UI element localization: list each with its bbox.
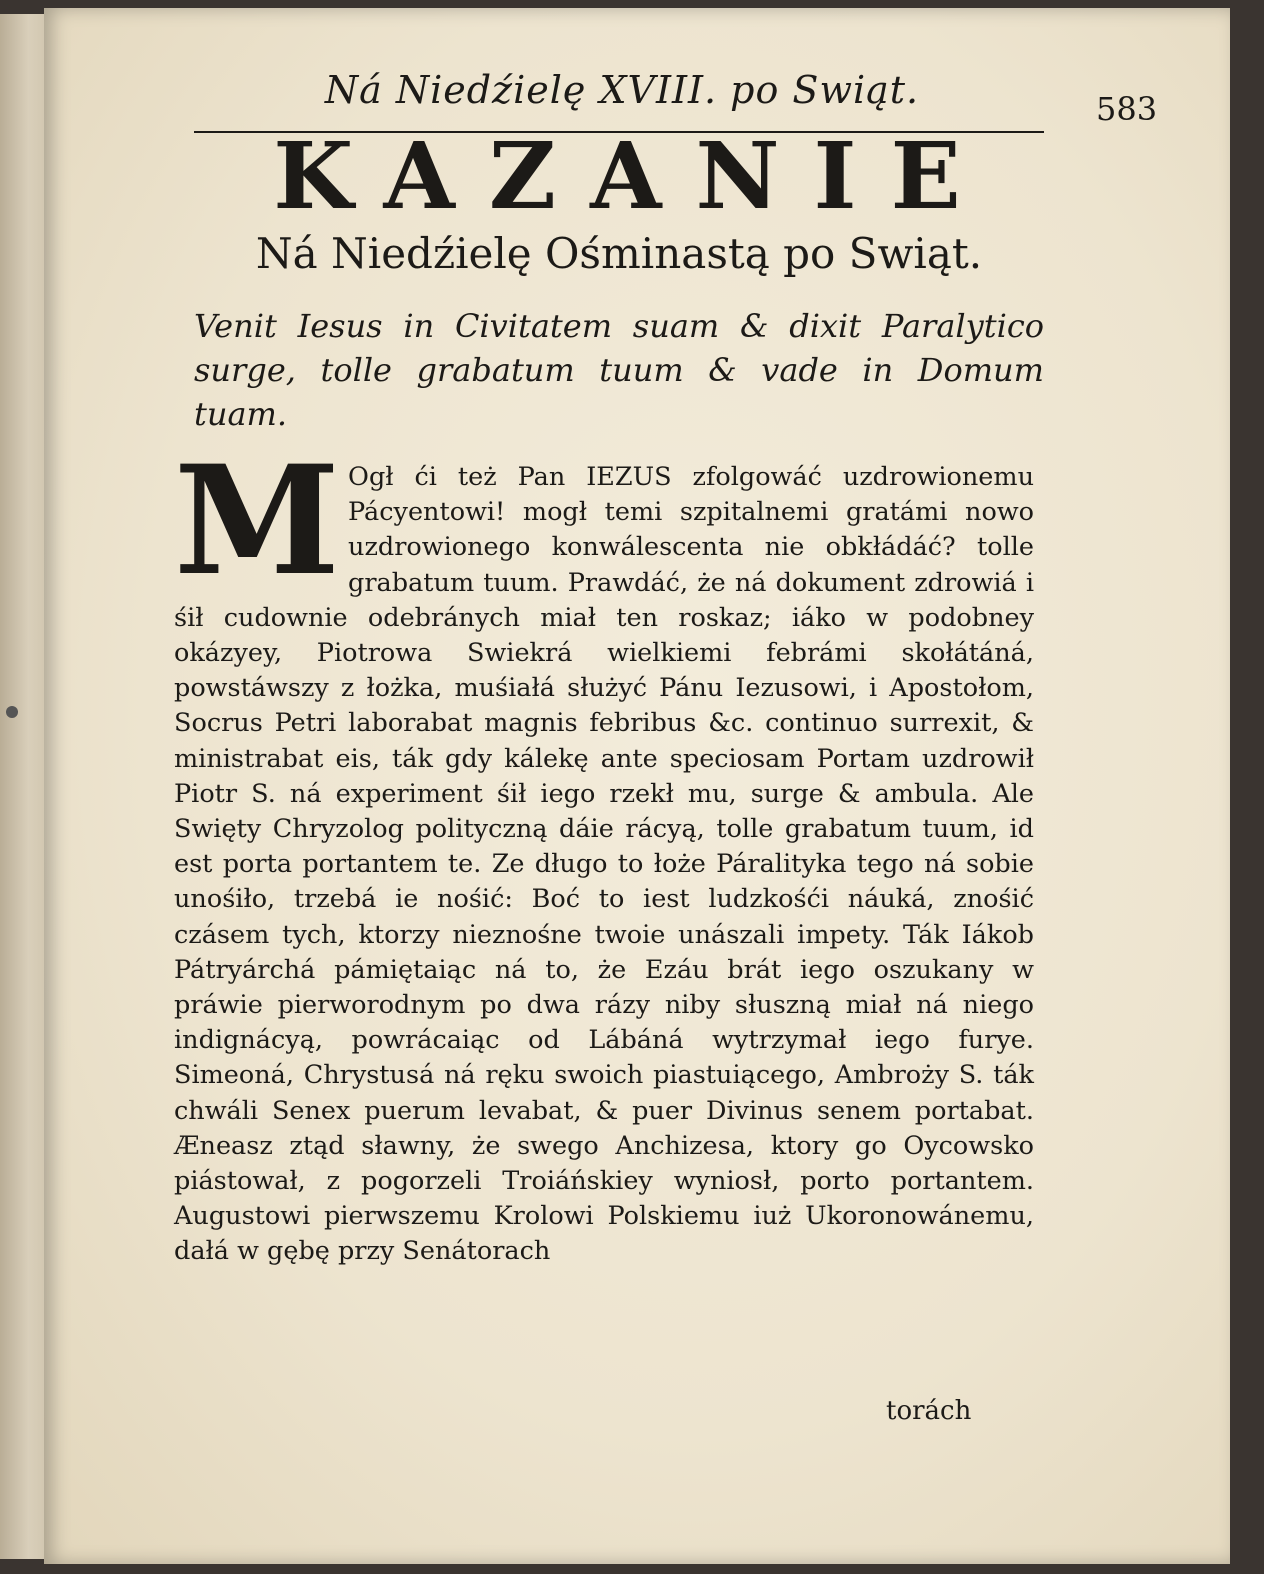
page-number: 583 [1096, 90, 1158, 128]
book-page [44, 8, 1230, 1564]
running-head: Ná Niedźielę XVIII. po Swiąt. [324, 68, 920, 112]
catchword: torách [886, 1396, 972, 1426]
sermon-title: KAZANIE [273, 122, 995, 230]
drop-cap: M [174, 433, 341, 609]
scripture-quote: Venit Iesus in Civitatem suam & dixit Paralytico surge, tolle grabatum tuum & vade in Domum tuam. [194, 307, 1044, 433]
binding-hole [6, 706, 18, 718]
body-text: Ogł ći też Pan IEZUS zfolgowáć uzdrowionemu Pácyentowi! mogł temi szpitalnemi gratámi nowo uzdrowionego konwálescenta nie obkłádáć? tolle grabatum tuum. Prawdáć, że ná dokument zdrowiá i śił cudownie odebránych miał ten roskaz; iáko w podobney okázyey, Piotrowa Swiekrá wielkiemi febrámi skołátáná, powstáwszy z łożka, muśiałá służyć Pánu Iezusowi, i Apostołom, Socrus Petri laborabat magnis febribus &c. continuo surrexit, & ministrabat eis, ták gdy kálekę ante speciosam Portam uzdrowił Piotr S. ná experiment śił iego rzekł mu, surge & ambula. Ale Swięty Chryzolog polityczną dáie rácyą, tolle grabatum tuum, id est porta portantem te. Ze długo to łoże Páralityka tego ná sobie unośiło, trzebá ie nośić: Boć to iest ludzkośći náuká, znośić czásem tych, ktorzy nieznośne twoie unászali impety. Ták Iákob Pátryárchá pámiętaiąc ná to, że Ezáu brát iego oszukany w práwie pierworodnym po dwa rázy niby słuszną miał ná niego indignácyą, powrácaiąc od Lábáná wytrzymał iego furye. Simeoná, Chrystusá ná ręku swoich piastuiącego, Ambroży S. ták chwáli Senex puerum levabat, & puer Divinus senem portabat. Æneasz ztąd sławny, że swego Anchizesa, ktory go Oycowsko piástował, z pogorzeli Troiáńskiey wyniosł, porto portantem. Augustowi pierwszemu Krolowi Polskiemu iuż Ukoronowánemu, dałá w gębę przy Senátorach [174, 462, 1034, 1267]
sermon-subtitle: Ná Niedźielę Ośminastą po Swiąt. [255, 229, 983, 278]
sermon-body [174, 433, 1034, 1270]
